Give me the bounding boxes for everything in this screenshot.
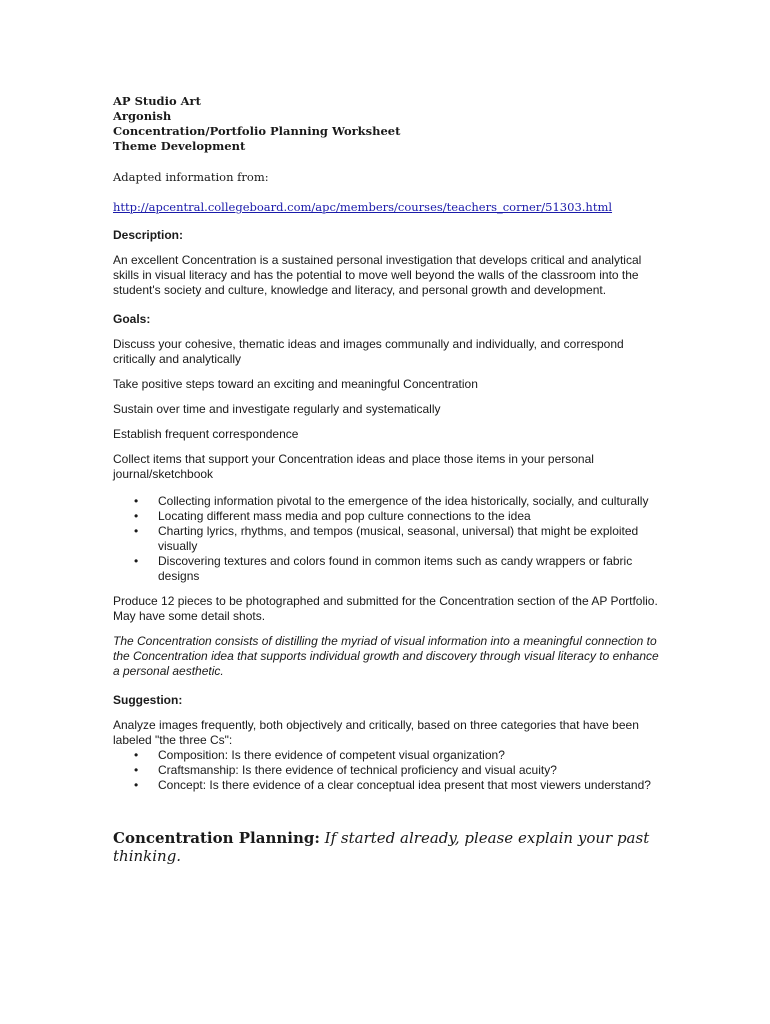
document-content (113, 94, 663, 865)
goals-heading: Goals: (113, 312, 151, 326)
bullet-icon: • (134, 763, 139, 777)
bullet-icon: • (134, 748, 139, 762)
list-item-text: Craftsmanship: Is there evidence of technical proficiency and visual acuity? (158, 763, 557, 777)
goal-item: Collect items that support your Concentration ideas and place those items in your personal journal/sketchbook (113, 452, 594, 481)
goals-bullet-list (113, 494, 663, 584)
list-item (113, 494, 663, 509)
bullet-icon: • (134, 554, 139, 568)
goal-item: Discuss your cohesive, thematic ideas and images communally and individually, and correspond critically and analytically (113, 337, 624, 366)
bullet-icon: • (134, 778, 139, 792)
bullet-icon: • (134, 524, 139, 538)
suggestion-text: Analyze images frequently, both objectively and critically, based on three categories that have been labeled "the three Cs": (113, 718, 639, 747)
list-item-text: Concept: Is there evidence of a clear conceptual idea present that most viewers understand? (158, 778, 651, 792)
source-link[interactable]: http://apcentral.collegeboard.com/apc/members/courses/teachers_corner/51303.html (113, 200, 613, 214)
bullet-icon: • (134, 494, 139, 508)
list-item (113, 748, 663, 763)
planning-instruction: If started already, please explain your past thinking. (113, 829, 650, 865)
list-item (113, 509, 663, 524)
list-item-text: Composition: Is there evidence of competent visual organization? (158, 748, 505, 762)
suggestion-heading: Suggestion: (113, 693, 183, 707)
description-text: An excellent Concentration is a sustained personal investigation that develops critical and analytical skills in visual literacy and has the potential to move well beyond the walls of the classroom into the student's society and culture, knowledge and literacy, and personal growth and development. (113, 253, 642, 297)
concentration-note: The Concentration consists of distilling the myriad of visual information into a meaningful connection to the Concentration idea that supports individual growth and discovery through visual literacy to enhance a personal aesthetic. (113, 634, 659, 678)
list-item (113, 778, 663, 793)
planning-title: Concentration Planning: (113, 829, 320, 847)
goal-item: Take positive steps toward an exciting and meaningful Concentration (113, 377, 478, 391)
list-item-text: Locating different mass media and pop culture connections to the idea (158, 509, 531, 523)
list-item-text: Discovering textures and colors found in common items such as candy wrappers or fabric designs (158, 554, 633, 583)
worksheet-subtitle: Theme Development (113, 139, 246, 153)
description-heading: Description: (113, 228, 184, 242)
bullet-icon: • (134, 509, 139, 523)
document-header (113, 94, 663, 154)
produce-text: Produce 12 pieces to be photographed and submitted for the Concentration section of the AP Portfolio. May have some detail shots. (113, 594, 658, 623)
list-item-text: Collecting information pivotal to the emergence of the idea historically, socially, and culturally (158, 494, 649, 508)
three-cs-list (113, 748, 663, 793)
teacher-name: Argonish (113, 109, 172, 123)
list-item (113, 763, 663, 778)
course-title: AP Studio Art (113, 94, 201, 108)
list-item (113, 524, 663, 554)
planning-heading (113, 829, 663, 865)
goal-item: Establish frequent correspondence (113, 427, 299, 441)
list-item (113, 554, 663, 584)
goal-item: Sustain over time and investigate regularly and systematically (113, 402, 441, 416)
worksheet-title: Concentration/Portfolio Planning Worksheet (113, 124, 401, 138)
list-item-text: Charting lyrics, rhythms, and tempos (musical, seasonal, universal) that might be exploited visually (158, 524, 639, 553)
adapted-from-label: Adapted information from: (113, 170, 269, 184)
